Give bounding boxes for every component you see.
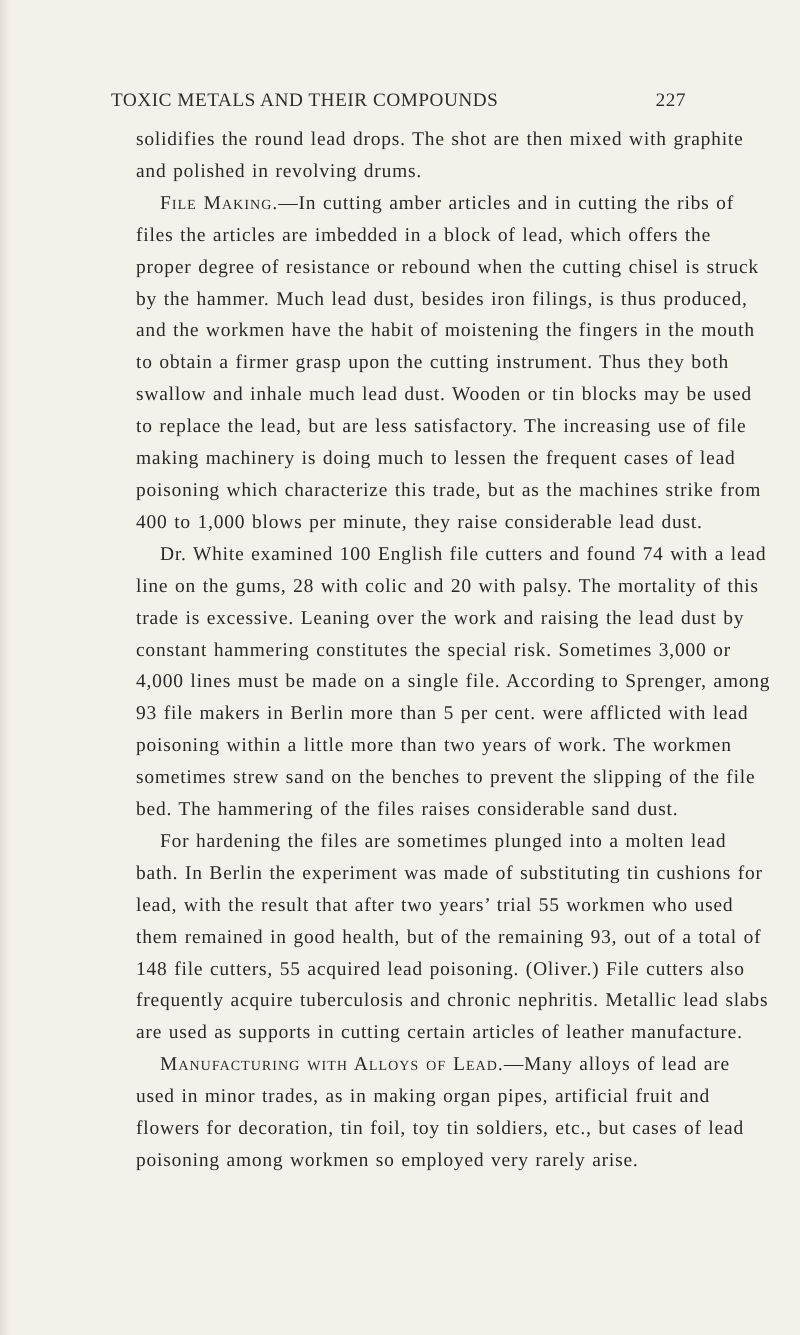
- paragraph-lead-alloys: [136, 1049, 772, 1177]
- section-heading-file-making: File Making.: [160, 192, 279, 214]
- section-heading-lead-alloys: Manufacturing with Alloys of Lead.: [160, 1054, 504, 1076]
- page-number: 227: [655, 90, 686, 111]
- paragraph-file-making-text: —In cutting amber articles and in cutting the ribs of files the articles are imbedded in a block of lead, which offers the proper degree of resistance or rebound when the cutting chisel is struck by the hammer. Much lead dust, besides iron filings, is thus produced, and the workmen have the habit of moistening the fingers in the mouth to obtain a firmer grasp upon the cutting instrument. Thus they both swallow and inhale much lead dust. Wooden or tin blocks may be used to replace the lead, but are less satisfactory. The increasing use of file making machinery is doing much to lessen the frequent cases of lead poisoning which characterize this trade, but as the machines strike from 400 to 1,000 blows per minute, they raise considerable lead dust.: [136, 192, 762, 533]
- paragraph-file-making: [136, 188, 772, 539]
- running-title: TOXIC METALS AND THEIR COMPOUNDS: [111, 90, 499, 111]
- page-text: [136, 124, 772, 1177]
- paragraph-lead-alloys-text: —Many alloys of lead are used in minor trades, as in making organ pipes, artificial fruit and flowers for decoration, tin foil, toy tin soldiers, etc., but cases of lead poisoning among workmen so employed very rarely arise.: [136, 1054, 745, 1171]
- paragraph-hardening-files: [136, 826, 772, 1049]
- page-binding-edge: [0, 0, 12, 1335]
- paragraph-shot-polishing-text: solidifies the round lead drops. The shot are then mixed with graphite and polished in revolving drums.: [136, 129, 744, 182]
- paragraph-white-study-text: Dr. White examined 100 English file cutters and found 74 with a lead line on the gums, 28 with colic and 20 with palsy. The mortality of this trade is excessive. Leaning over the work and raising the lead dust by constant hammering constitutes the special risk. Sometimes 3,000 or 4,000 lines must be made on a single file. According to Sprenger, among 93 file makers in Berlin more than 5 per cent. were afflicted with lead poisoning within a little more than two years of work. The workmen sometimes strew sand on the benches to prevent the slipping of the file bed. The hammering of the files raises considerable sand dust.: [136, 543, 771, 821]
- paragraph-white-study: [136, 539, 772, 826]
- running-header: [0, 90, 800, 124]
- paragraph-shot-polishing: [136, 124, 772, 188]
- paragraph-hardening-files-text: For hardening the files are sometimes plunged into a molten lead bath. In Berlin the experiment was made of substituting tin cushions for lead, with the result that after two years’ trial 55 workmen who used them remained in good health, but of the remaining 93, out of a total of 148 file cutters, 55 acquired lead poisoning. (Oliver.) File cutters also frequently acquire tuberculosis and chronic nephritis. Metallic lead slabs are used as supports in cutting certain articles of leather manufacture.: [136, 830, 769, 1044]
